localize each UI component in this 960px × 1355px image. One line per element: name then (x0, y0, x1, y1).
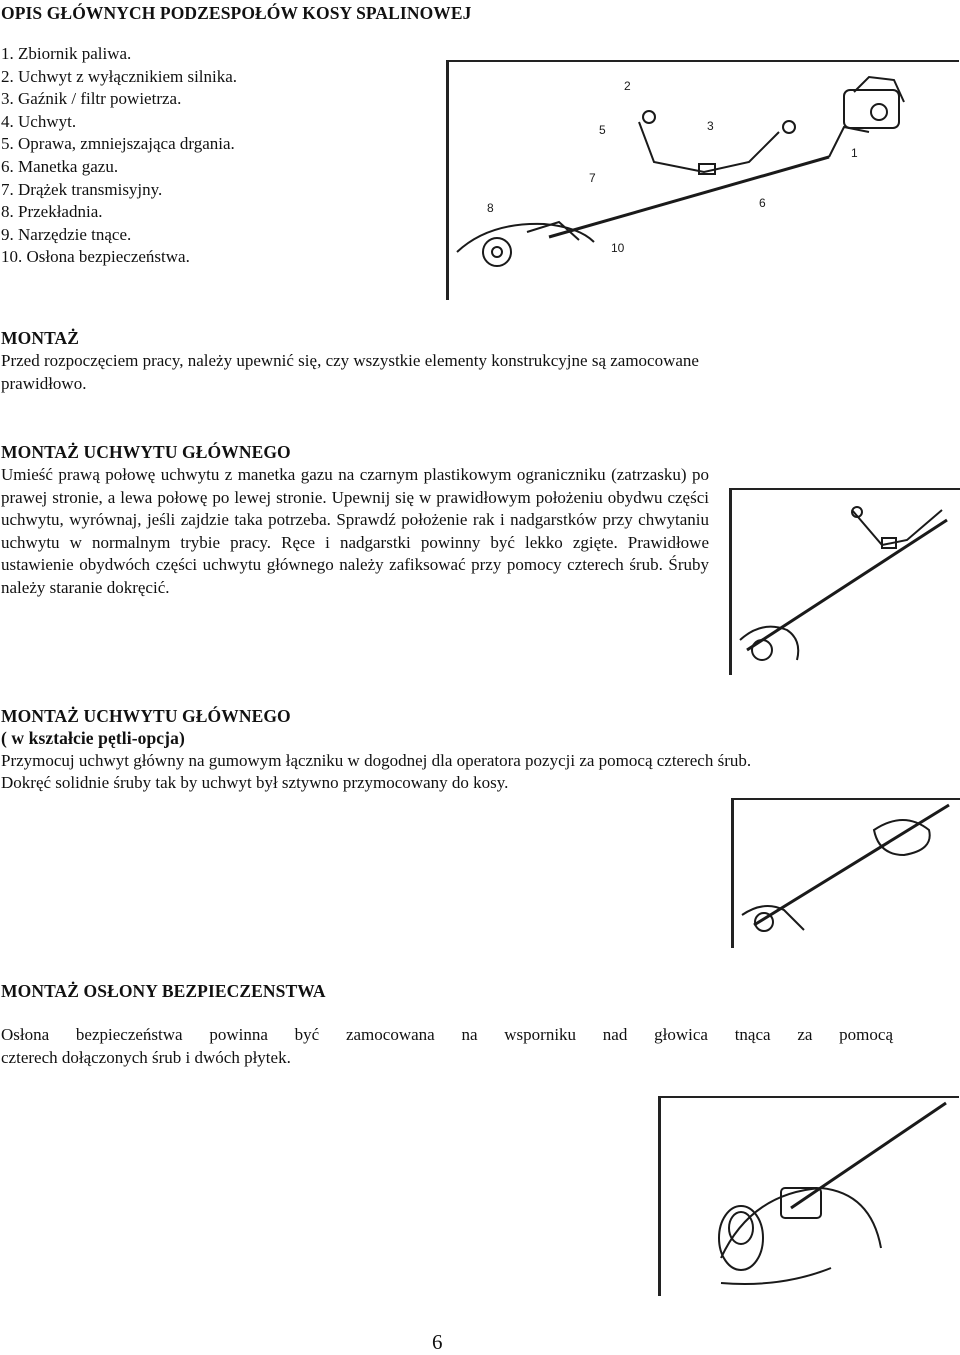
safety-guard-diagram (658, 1096, 959, 1296)
list-item: 8. Przekładnia. (1, 202, 103, 222)
section-text: Umieść prawą połowę uchwytu z manetka gazu na czarnym plastikowym ograniczniku (zatrzasku) po prawej stronie, a lewa połowę po lewej stronie. Upewnij się w prawidłowym położeniu obydwu części uchwytu, wyrównaj, jeśli zajdzie taka potrzeba. Sprawdź położenie rak i nadgarstków przy chwytaniu uchwytu w normalnym trybie pracy. Ręce i nadgarstki powinny być lekko zgięte. Prawidłowe ustawienie obydwóch części uchwytu głównego należy zafiksować przy pomocy czterech śrub. Śruby należy staranie dokręcić. (1, 465, 709, 597)
diagram-label: 10 (611, 241, 625, 255)
brushcutter-drawing (449, 62, 956, 298)
page-number: 6 (432, 1330, 443, 1354)
page-title: OPIS GŁÓWNYCH PODZESPOŁÓW KOSY SPALINOWEJ (1, 3, 472, 23)
loop-handle-drawing (734, 800, 958, 946)
list-item: 6. Manetka gazu. (1, 156, 119, 176)
diagram-label: 6 (759, 196, 766, 210)
section-text: Przed rozpoczęciem pracy, należy upewnić się, czy wszystkie elementy konstrukcyjne są zamocowane prawidłowo. (1, 351, 699, 393)
brushcutter-parts-diagram (446, 60, 959, 300)
list-item: 9. Narzędzie tnące. (1, 224, 132, 244)
list-item: 1. Zbiornik paliwa. (1, 44, 132, 63)
diagram-label: 3 (707, 119, 714, 133)
handle-drawing (732, 490, 958, 673)
list-item: 4. Uchwyt. (1, 111, 77, 131)
safety-guard-drawing (661, 1098, 956, 1294)
list-item: 10. Osłona bezpieczeństwa. (1, 247, 190, 267)
section-text: Osłona bezpieczeństwa powinna być zamocowana na wsporniku nad głowica tnąca za pomocą (1, 1025, 893, 1044)
loop-handle-diagram (731, 798, 960, 948)
list-item: 5. Oprawa, zmniejszająca drgania. (1, 134, 235, 154)
parts-list (1, 43, 237, 269)
section-text: Dokręć solidnie śruby tak by uchwyt był sztywno przymocowany do kosy. (1, 773, 509, 792)
section-heading: MONTAŻ UCHWYTU GŁÓWNEGO (1, 706, 291, 726)
handle-diagram (729, 488, 960, 675)
list-item: 2. Uchwyt z wyłącznikiem silnika. (1, 66, 238, 86)
section-heading: MONTAŻ OSŁONY BEZPIECZENSTWA (1, 981, 326, 1001)
section-subheading: ( w kształcie pętli-opcja) (1, 728, 185, 748)
diagram-label: 2 (624, 79, 631, 93)
section-text: czterech dołączonych śrub i dwóch płytek. (1, 1048, 291, 1067)
list-item: 7. Drążek transmisyjny. (1, 179, 163, 199)
section-heading: MONTAŻ (1, 328, 80, 348)
diagram-label: 8 (487, 201, 494, 215)
section-heading: MONTAŻ UCHWYTU GŁÓWNEGO (1, 442, 291, 462)
diagram-label: 7 (589, 171, 596, 185)
diagram-label: 1 (851, 146, 858, 160)
section-text: Przymocuj uchwyt główny na gumowym łączniku w dogodnej dla operatora pozycji za pomocą czterech śrub. (1, 751, 752, 770)
list-item: 3. Gaźnik / filtr powietrza. (1, 89, 182, 109)
diagram-label: 5 (599, 123, 606, 137)
